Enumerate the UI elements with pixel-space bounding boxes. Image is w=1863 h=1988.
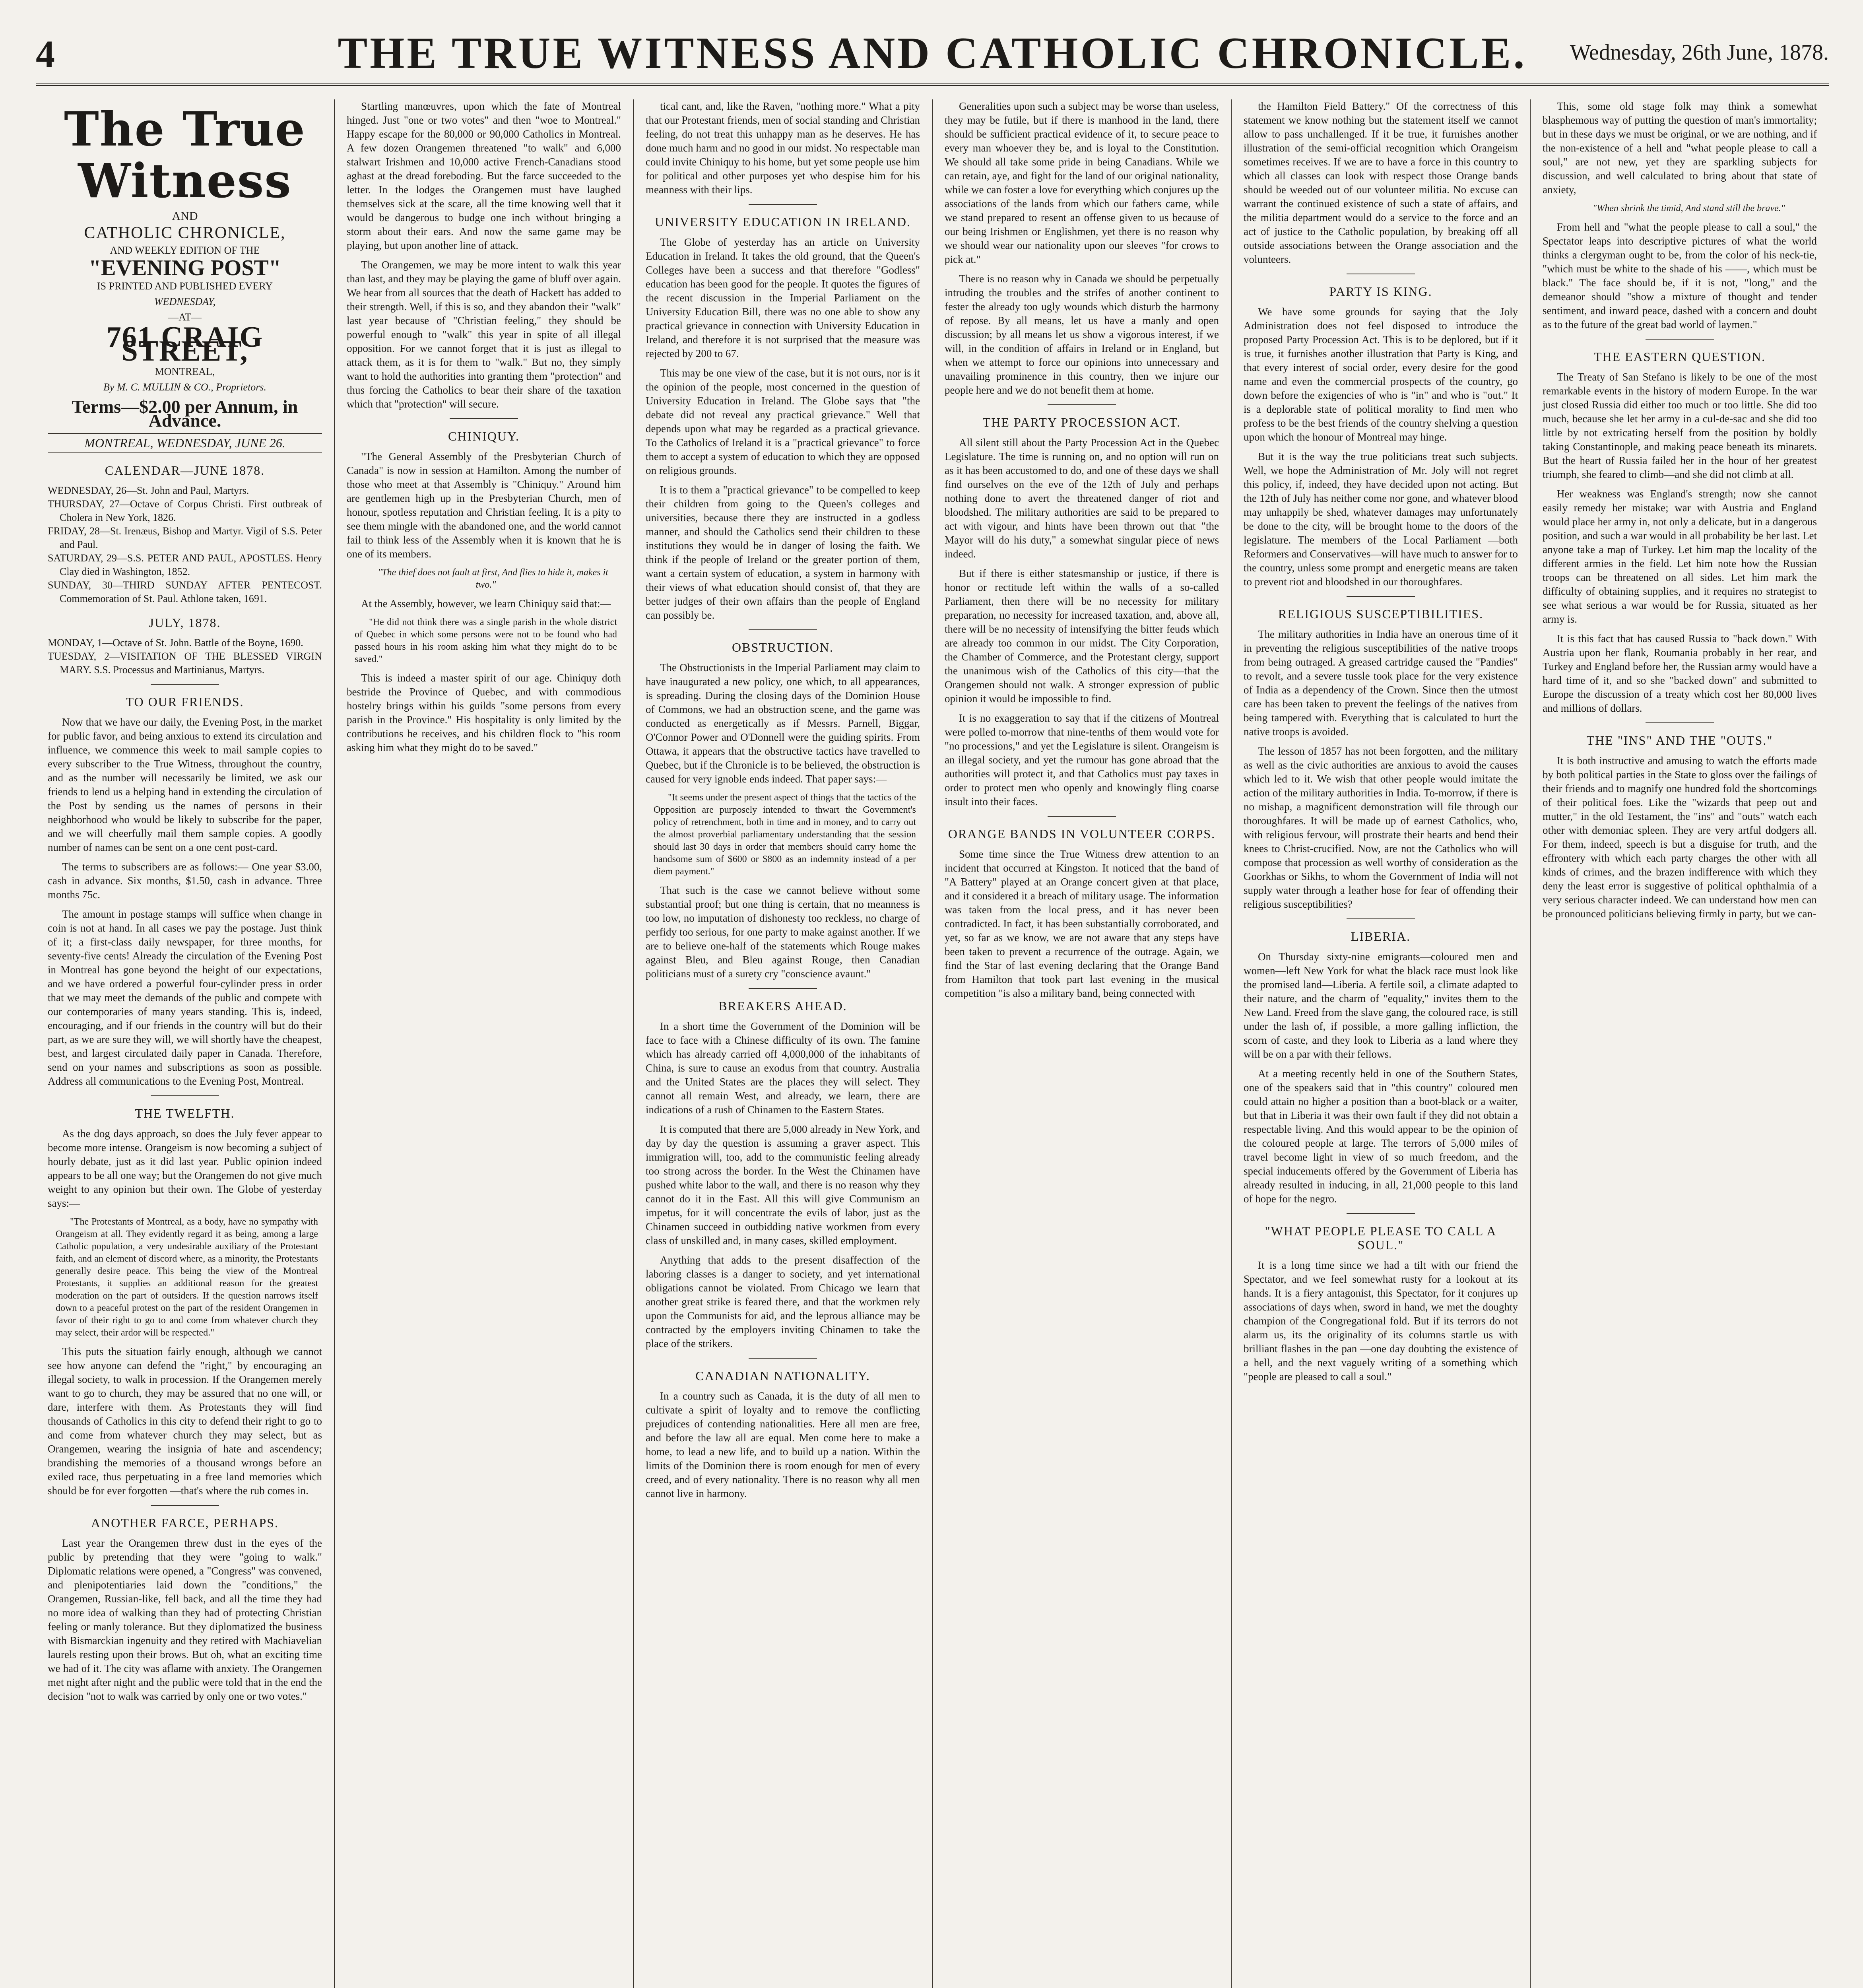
article-paragraph: the Hamilton Field Battery." Of the correctness of this statement we know nothing but the statement itself we cannot allow to pass unchallenged. If it be true, it furnishes another illustration of the semi-official recognition which Orangeism sometimes receives. If we are to have a force in this country to which all classes can look with respect those Orange bands should be weeded out of our volunteer militia. No excuse can warrant the continued existence of such a state of affairs, and the militia department would do a service to the force and an act of justice to the Catholic population, by breaking off all outside associations between the Orange association and the volunteers. — [1244, 100, 1518, 265]
article-verse: "When shrink the timid, And stand still the brave." — [1593, 203, 1785, 214]
article-paragraph: The Obstructionists in the Imperial Parliament may claim to have inaugurated a new policy, one which, to all appearances, is spreading. During the closing days of the Dominion House of Commons, we had an obstruction scene, and the game was conducted as energetically as if Messrs. Parnell, Biggar, O'Connor Power and O'Donnell were the guiding spirits. From Ottawa, it appears that the obstructive tactics have travelled to Quebec, but if the Chronicle is to be believed, the obstruction is caused for very ignoble ends indeed. That paper says:— — [646, 662, 920, 785]
column-5 — [1232, 99, 1531, 1988]
nameplate-subtitle: CATHOLIC CHRONICLE, — [84, 224, 286, 242]
divider — [1048, 816, 1116, 817]
calendar-entry: TUESDAY, 2—VISITATION OF THE BLESSED VIRGIN MARY. S.S. Processus and Martinianus, Martyrs. — [48, 650, 322, 676]
divider — [1347, 918, 1415, 919]
nameplate-title: The True Witness — [64, 101, 306, 208]
divider — [1646, 339, 1714, 340]
divider — [749, 629, 817, 630]
newspaper-page — [36, 24, 1829, 1988]
article-heading: LIBERIA. — [1351, 929, 1411, 944]
article-paragraph: The terms to subscribers are as follows:— One year $3.00, cash in advance. Six months, $1.50, cash in advance. Three months 75c. — [48, 861, 322, 901]
divider — [1646, 722, 1714, 723]
divider — [151, 684, 219, 685]
calendar-entry: MONDAY, 1—Octave of St. John. Battle of the Boyne, 1690. — [48, 637, 303, 648]
divider — [1048, 404, 1116, 405]
article-paragraph: There is no reason why in Canada we should be perpetually intruding the troubles and the strifes of another continent to fester the already too ugly wounds which disturb the harmony of repose. By all means, let us have a manly and open discussion; by all means let us show a vigorous interest, if we will, in the condition of affairs in Ireland or in England, but when we attempt to force our opinions into unnecessary and unavailing prominence in this country, then we injure our people here and we do not benefit them at home. — [945, 273, 1219, 396]
article-heading: "WHAT PEOPLE PLEASE TO CALL A SOUL." — [1265, 1224, 1497, 1252]
nameplate-proprietors: By M. C. MULLIN & CO., Proprietors. — [103, 381, 266, 393]
article-paragraph: The Treaty of San Stefano is likely to be one of the most remarkable events in the history of modern Europe. In the war just closed Russia did either too much or too little. She did too much, because she let her army in a cul-de-sac and she did too little by not extricating herself from the position by boldly taking Constantinople, and making peace beneath its minarets. But the heart of Russia failed her in the hour of her greatest triumph, she feared to climb—and she did not climb at all. — [1543, 371, 1817, 480]
article-paragraph: All silent still about the Party Procession Act in the Quebec Legislature. The time is running on, and no option will run on as it has been accustomed to do, and one of these days we shall find ourselves on the eve of the 12th of July and perhaps nothing done to avert the threatened danger of riot and bloodshed. The military authorities are said to be prepared to act with vigour, and hints have been thrown out that "the Mayor will do his duty," a somewhat singular piece of news indeed. — [945, 437, 1219, 560]
article-paragraph: It is this fact that has caused Russia to "back down." With Austria upon her flank, Roumania probably in her rear, and Turkey and England before her, the Russian army would have a hard time of it, and so she "backed down" and submitted to Europe the discussion of a treaty which cost her 80,000 lives and millions of dollars. — [1543, 633, 1817, 714]
article-paragraph: From hell and "what the people please to call a soul," the Spectator leaps into descriptive pictures of what the world thinks a clergyman ought to be, from the color of his neck-tie, "which must be white to the shade of his ——, which must be black." The face should be, if it is not, "long," and the demeanor should "show a mixture of thought and tender sentiment, and inward peace, dashed with a concern and doubt as to the future of the great bad world of laymen." — [1543, 221, 1817, 330]
article-paragraph: It is computed that there are 5,000 already in New York, and day by day the question is assuming a graver aspect. This immigration will, too, add to the communistic feeling already too strong across the border. In the West the Chinamen have pushed white labor to the wall, and there is no reason why they cannot do it in the East. All this will give Communism an impetus, for it will concentrate the evils of labor, just as the Chinamen succeed in outbidding native workmen from every class of unskilled and, in many cases, skilled employment. — [646, 1123, 920, 1246]
nameplate-terms: Terms—$2.00 per Annum, in Advance. — [72, 396, 298, 431]
article-paragraph: The lesson of 1857 has not been forgotten, and the military as well as the civic authorities are anxious to avoid the causes which led to it. We wish that other people would imitate the action of the military authorities in India. To-morrow, if there is no mishap, a magnificent demonstration will file through our thoroughfares. It will be made up of earnest Catholics, who, with religious fervour, will prostrate their hearts and bend their knees to Christ-crucified. Now, are not the Catholics who will compose that procession as well worthy of consideration as the Goorkhas or Sikhs, to whom the Government of India will not supply water through a leather hose for fear of offending their religious susceptibilities? — [1244, 745, 1518, 910]
article-paragraph: The military authorities in India have an onerous time of it in preventing the religious susceptibilities of the native troops from being outraged. A greased cartridge caused the "Pandies" to revolt, and a severe tussle took place for the very existence of India as a dependency of the Crown. Since then the utmost care has been taken to prevent the feelings of the natives from being tampered with. Everything that is calculated to hurt the native troops is avoided. — [1244, 628, 1518, 738]
calendar-heading: CALENDAR—JUNE 1878. — [105, 463, 265, 478]
article-paragraph: Now that we have our daily, the Evening Post, in the market for public favor, and being anxious to extend its circulation and influence, we commence this week to mail sample copies to every subscriber to the True Witness, throughout the country, and as the number will necessarily be limited, we ask our friends to lend us a helping hand in extending the circulation of the Post by sending us the names of persons in their neighborhood who would be likely to subscribe for the paper, and we will cheerfully mail them sample copies. A goodly number of names can be sent on a one cent post-card. — [48, 716, 322, 853]
nameplate-evening: "EVENING POST" — [89, 256, 281, 280]
article-paragraph: tical cant, and, like the Raven, "nothing more." What a pity that our Protestant friends, men of social standing and Christian feeling, do not treat this unhappy man as he deserves. He has done much harm and no good in our midst. No respectable man could invite Chiniquy to his home, but yet some people use him for political and other purposes yet who despise him for his meanness with their lips. — [646, 100, 920, 196]
article-paragraph: This may be one view of the case, but it is not ours, nor is it the opinion of the people, most concerned in the question of University Education in Ireland. The Globe says that "the debate did not reveal any practical grievance." Well that depends upon what may be regarded as a practical grievance. To the Catholics of Ireland it is a "practical grievance" to force them to accept a system of education to which they are opposed on religious grounds. — [646, 367, 920, 476]
article-heading: BREAKERS AHEAD. — [718, 999, 847, 1013]
article-heading: TO OUR FRIENDS. — [126, 695, 244, 709]
article-paragraph: At the Assembly, however, we learn Chiniquy said that:— — [361, 598, 611, 610]
article-paragraph: This is indeed a master spirit of our age. Chiniquy doth bestride the Province of Quebec, and with commodious hostelry brings within his guilds "some persons from every parish in the Province." His hospitality is only limited by the contributions he receives, and his children flock to "his room asking him what they might do to be saved." — [347, 672, 621, 753]
article-paragraph: Startling manœuvres, upon which the fate of Montreal hinged. Just "one or two votes" and then "woe to Montreal." Happy escape for the 80,000 or 90,000 Catholics in Montreal. A few dozen Orangemen threatened "to walk" and 6,000 stalwart Irishmen and 10,000 active French-Canadians stood aghast at the dread foreboding. But the farce succeeded to the letter. In the lodges the Orangemen must have laughed themselves sick at the scare, all the time knowing well that it would be dangerous to budge one inch without bringing a storm about their ears. And now the same game may be playing, but upon another line of attack. — [347, 100, 621, 251]
article-heading: PARTY IS KING. — [1329, 284, 1432, 299]
paper-title: THE TRUE WITNESS AND CATHOLIC CHRONICLE. — [338, 29, 1527, 78]
article-verse: "The thief does not fault at first, And flies to hide it, makes it two." — [378, 567, 608, 590]
article-paragraph: But if there is either statesmanship or justice, if there is honor or rectitude left within the walls of a so-called Parliament, then there will be no necessity for military preparation, no necessity for increased taxation, and, above all, there will be no necessity of intensifying the bitter feuds which are already too common in our midst. The City Corporation, the Chamber of Commerce, and the Protestant clergy, support the unanimous wish of the Catholics of this city—that the Orangemen should not walk. A stronger expression of public opinion it would be impossible to find. — [945, 567, 1219, 705]
article-heading: CANADIAN NATIONALITY. — [695, 1369, 870, 1383]
divider — [749, 204, 817, 205]
calendar-entry: WEDNESDAY, 26—St. John and Paul, Martyrs. — [48, 485, 249, 496]
article-paragraph: It is no exaggeration to say that if the citizens of Montreal were polled to-morrow that nine-tenths of them would vote for "no processions," and yet the Legislature is silent. Orangeism is an illegal society, and yet the rumour has gone abroad that the authorities will protect it, and that Catholics must pay taxes in order to protect men who openly and knowingly fling coarse insult into their faces. — [945, 712, 1219, 808]
article-quote: "The Protestants of Montreal, as a body, have no sympathy with Orangeism at all. They evidently regard it as being, among a large Catholic population, a very undesirable auxiliary of the Protestant faith, and an element of discord where, as a minority, the Protestants generally desire peace. This being the view of the Montreal Protestants, it supplies an additional reason for the greatest moderation on the part of outsiders. If the question narrows itself down to a peaceful protest on the part of the resident Orangemen in favor of their right to go to and come from whatever church they may select, their ardor will be respected." — [56, 1217, 318, 1338]
divider — [151, 1095, 219, 1096]
article-paragraph: This puts the situation fairly enough, although we cannot see how anyone can defend the "right," by encouraging an illegal society, to walk in procession. If the Orangemen merely want to go to church, they may be assured that no one will, or dare, interfere with them. As Protestants they will find thousands of Catholics in this city to defend their right to go to and come from whatever church they may select, but as Orangemen, wearing the insignia of hate and ascendency; brandishing the memories of a thousand wrongs before an exiled race, thus perpetuating in a free land memories which should be for ever forgotten —that's where the rub comes in. — [48, 1345, 322, 1497]
calendar-june — [48, 484, 322, 606]
calendar-entry: SUNDAY, 30—THIRD SUNDAY AFTER PENTECOST. Commemoration of St. Paul. Athlone taken, 1691. — [48, 579, 322, 604]
nameplate — [48, 103, 322, 453]
column-1 — [36, 99, 335, 1988]
column-6 — [1531, 99, 1829, 1988]
columns — [36, 99, 1829, 1988]
divider — [1347, 1213, 1415, 1214]
article-paragraph: Her weakness was England's strength; now she cannot easily remedy her mistake; war with Austria and England would place her army in, not only a delicate, but in a dangerous position, and such a war would in all probability be her last. Let anyone take a map of Turkey. Let him map the locality of the different armies in the field. Let him note how the Russian troops can be threatened on all sides. Let him mark the difficulty of obtaining supplies, and it requires no strategist to see what serious a war would be for Russia, situated as her army is. — [1543, 488, 1817, 625]
article-heading: OBSTRUCTION. — [732, 640, 834, 654]
divider — [151, 1505, 219, 1506]
article-heading: RELIGIOUS SUSCEPTIBILITIES. — [1278, 607, 1484, 621]
masthead — [36, 24, 1829, 86]
page-number: 4 — [36, 33, 55, 75]
article-heading: THE EASTERN QUESTION. — [1593, 349, 1766, 364]
article-paragraph: The Orangemen, we may be more intent to walk this year than last, and they may be playing the game of bluff over again. We hear from all sources that the death of Hackett has added to their strength. Well, if this is so, and they abandon their "walk" last year because of "Christian feeling," they should be powerful enough to "walk" this year in spite of all illegal opposition. For we cannot forget that it is just as illegal to attack them, as it is for them to "walk." But no, they simply want to hold the authorities into granting them "protection" and thus forcing the Catholics to bear their share of the taxation which that "protection" will secure. — [347, 259, 621, 410]
article-paragraph: "The General Assembly of the Presbyterian Church of Canada" is now in session at Hamilton. Among the number of those who meet at that Assembly is "Chiniquy." Around him are gentlemen high up in the Presbyterian Church, men of honour, spotless reputation and Christian feeling. It is a pity to see them mingle with the abandoned one, and the world cannot fail to think less of the Assembly when it is known that he is one of its members. — [347, 450, 621, 560]
calendar-july-heading: JULY, 1878. — [149, 615, 221, 630]
article-paragraph: On Thursday sixty-nine emigrants—coloured men and women—left New York for what the black race must look like the promised land—Liberia. A fertile soil, a climate adapted to their nature, and the charm of "equality," invites them to the New Land. Freed from the slave gang, the coloured race, is still under the lash of, if possible, a more galling infliction, the scorn of caste, and they look to Liberia as a land where they will be on a par with their fellows. — [1244, 951, 1518, 1060]
article-paragraph: The amount in postage stamps will suffice when change in coin is not at hand. In all cases we pay the postage. Just think of it; a first-class daily newspaper, for three months, for seventy-five cents! Already the circulation of the Evening Post in Montreal has gone beyond the height of our expectations, and we have ordered a powerful four-cylinder press in order that we may meet the demands of the public and compete with our contemporaries of many years standing. This is, indeed, encouraging, and if our friends in the country will but do their part, as we are sure they will, we will shortly have the cheapest, best, and largest circulated daily paper in Canada. Therefore, send on your names and subscriptions as soon as possible. Address all communications to the Evening Post, Montreal. — [48, 908, 322, 1087]
article-paragraph: It is a long time since we had a tilt with our friend the Spectator, and we feel somewhat rusty for a lookout at its hands. It is a fiery antagonist, this Spectator, for it conjures up associations of days when, sword in hand, we met the doughty champion of the Congregational fold. But if its terrors do not alarm us, its the originality of its columns startle us with brilliant flashes in the pan —one day doubting the existence of a hell, and the next vaguely writing of a something which "people are pleased to call a soul." — [1244, 1259, 1518, 1382]
nameplate-printed: IS PRINTED AND PUBLISHED EVERY — [97, 280, 273, 292]
nameplate-address: 761 CRAIG STREET, — [106, 321, 264, 367]
article-paragraph: It is to them a "practical grievance" to be compelled to keep their children from going to the Queen's colleges and universities, because there they are instructed in a godless manner, and should the Catholics send their children to these institutions they would be in danger of losing the faith. We think if the people of Ireland or the greater portion of them, want a certain system of education, a system in harmony with their views of what education should consist of, that they are better judges of their own affairs than the people of England can possibly be. — [646, 484, 920, 621]
article-paragraph: In a short time the Government of the Dominion will be face to face with a Chinese difficulty of its own. The famine which has already carried off 4,000,000 of the inhabitants of China, is sure to cause an exodus from that country. Australia and the United States are the places they will select. They cannot all remain West, and already, we learn, there are indications of a rush of Chinamen to the Eastern States. — [646, 1020, 920, 1116]
nameplate-weekly: AND WEEKLY EDITION OF THE — [110, 245, 260, 256]
nameplate-place-date: MONTREAL, WEDNESDAY, JUNE 26. — [48, 433, 322, 453]
article-paragraph: At a meeting recently held in one of the Southern States, one of the speakers said that in "this country" coloured men could attain no higher a position than a boot-black or a waiter, but that in Liberia it was their own fault if they did not obtain a respectable living. And this would appear to be the opinion of the coloured people at large. The terrors of 5,000 miles of travel become light in view of so much freedom, and the special inducements offered by the Government of Liberia has already resulted in inducing, in all, 21,000 people to this land of hope for the negro. — [1244, 1068, 1518, 1205]
article-heading: UNIVERSITY EDUCATION IN IRELAND. — [654, 215, 911, 229]
column-4 — [933, 99, 1232, 1988]
article-paragraph: This, some old stage folk may think a somewhat blasphemous way of putting the question of man's immortality; but in these days we must be original, or we are nothing, and if the non-existence of a hell and "what people please to call a soul," are not new, yet they are sparkling subjects for discussion, and well calculated to bring about that state of anxiety, — [1543, 100, 1817, 196]
calendar-entry: SATURDAY, 29—S.S. PETER AND PAUL, APOSTLES. Henry Clay died in Washington, 1852. — [48, 552, 322, 577]
article-quote: "He did not think there was a single parish in the whole district of Quebec in which some persons were not to be found who had passed hours in his room asking him what they might do to be saved." — [355, 617, 617, 664]
article-heading: THE TWELFTH. — [135, 1106, 235, 1120]
article-paragraph: Anything that adds to the present disaffection of the laboring classes is a danger to society, and yet international obligations cannot be violated. From Chicago we learn that another great strike is feared there, and that the workmen rely upon the Communists for aid, and the leprous alliance may be contracted by the employers inviting Chinamen to take the place of the strikers. — [646, 1254, 920, 1349]
column-3 — [634, 99, 933, 1988]
nameplate-day: WEDNESDAY, — [154, 296, 216, 307]
divider — [749, 988, 817, 989]
calendar-july — [48, 636, 322, 677]
article-paragraph: That such is the case we cannot believe without some substantial proof; but one thing is certain, that no meanness is too low, no imputation of dishonesty too reckless, no charge of perfidy too serious, for one party to make against another. If we are to believe one-half of the statements which Rouge makes against Bleu, and Bleu against Rouge, then Canadian politicians must of a surety cry "conscience avaunt." — [646, 884, 920, 980]
article-heading: ORANGE BANDS IN VOLUNTEER CORPS. — [948, 827, 1216, 841]
calendar-entry: FRIDAY, 28—St. Irenæus, Bishop and Martyr. Vigil of S.S. Peter and Paul. — [48, 525, 322, 550]
column-2 — [335, 99, 634, 1988]
issue-date: Wednesday, 26th June, 1878. — [1570, 40, 1829, 65]
article-heading: ANOTHER FARCE, PERHAPS. — [91, 1516, 279, 1530]
nameplate-and: AND — [172, 210, 198, 223]
article-paragraph: The Globe of yesterday has an article on University Education in Ireland. It takes the old ground, that the Queen's Colleges have been a success and that therefore "Godless" education has been good for the people. It quotes the figures of the recent discussion in the Imperial Parliament on the University Education Bill, there was no one able to show any practical grievance in connection with University Education in Ireland, and therefore it is not surprised that the measure was rejected by 200 to 67. — [646, 236, 920, 359]
article-paragraph: But it is the way the true politicians treat such subjects. Well, we hope the Administration of Mr. Joly will not regret this policy, if, indeed, they have decided upon not acting. But the 12th of July has neither come nor gone, and whatever blood may unhappily be shed, whatever damages may unfortunately be done to the city, will be brought home to the doors of the legislature. The members of the Local Parliament —both Reformers and Conservatives—will have much to answer for to the country, unless some prompt and energetic means are taken to prevent riot and bloodshed in our thoroughfares. — [1244, 450, 1518, 588]
article-paragraph: Some time since the True Witness drew attention to an incident that occurred at Kingston. It noticed that the band of "A Battery" played at an Orange concert given at that place, and it considered it a breach of military usage. The information was taken from the local press, and it has never been contradicted. In fact, it has been substantially corroborated, and yet, so far as we know, we are not aware that any steps have been taken to prevent a recurrence of the outrage. Again, we find the Star of last evening declaring that the Orange Band from Hamilton that took part last evening in the musical competition "is also a military band, being connected with — [945, 848, 1219, 999]
nameplate-city: MONTREAL, — [155, 366, 215, 377]
divider — [1347, 596, 1415, 597]
divider — [450, 418, 518, 419]
article-heading: THE PARTY PROCESSION ACT. — [982, 415, 1181, 429]
calendar-entry: THURSDAY, 27—Octave of Corpus Christi. First outbreak of Cholera in New York, 1826. — [48, 498, 322, 523]
article-paragraph: As the dog days approach, so does the July fever appear to become more intense. Orangeism is now becoming a subject of hourly debate, just as it did last year. Public opinion indeed appears to be all one way; but the Orangemen do not give much weight to any opinion but their own. The Globe of yesterday says:— — [48, 1128, 322, 1209]
nameplate-at: —AT— — [168, 311, 202, 323]
article-paragraph: It is both instructive and amusing to watch the efforts made by both political parties in the State to gloss over the failings of their friends and to magnify one hundred fold the shortcomings of their political foes. Like the "wizards that peep out and mutter," in the old Testament, the "ins" and "outs" watch each other with demoniac spleen. They are very artful dodgers all. For them, indeed, speech is but a disguise for truth, and the effrontery with which each party charges the other with all kinds of crimes, and the brazen indifference with which they deny the least error is suggestive of political ophthalmia of a very serious character indeed. We can understand how men can be pronounced politicians believing firmly in party, but we can- — [1543, 755, 1817, 920]
article-quote: "It seems under the present aspect of things that the tactics of the Opposition are purposely intended to thwart the Government's policy of retrenchment, both in time and in money, and to carry out the almost proverbial parliamentary understanding that the session should last 30 days in order that members should carry home the handsome sum of $600 or $800 as an indemnity instead of a per diem payment." — [654, 792, 916, 877]
article-paragraph: In a country such as Canada, it is the duty of all men to cultivate a spirit of loyalty and to remove the conflicting prejudices of contending nationalities. Here all men are free, and before the law all are equal. Men come here to make a home, to lead a new life, and to build up a nation. Within the limits of the Dominion there is room enough for men of every creed, and of every nationality. There is no reason why all men cannot live in harmony. — [646, 1390, 920, 1499]
article-paragraph: Last year the Orangemen threw dust in the eyes of the public by pretending that they were "going to walk." Diplomatic relations were opened, a "Congress" was convened, and plenipotentiaries laid down the "conditions," the Orangemen, Russian-like, fell back, and all the time they had no more idea of walking than they had of protecting Christian feeling or manly tolerance. But they diplomatized the business with Bismarckian ingenuity and they retired with Machiavelian laurels resting upon their brows. But oh, what an exciting time we had of it. The city was aflame with anxiety. The Orangemen met night after night and the public were told that in the end the decision "not to walk was carried by only one or two votes." — [48, 1537, 322, 1702]
article-heading: THE "INS" AND THE "OUTS." — [1586, 733, 1773, 747]
article-paragraph: Generalities upon such a subject may be worse than useless, they may be futile, but if there is manhood in the land, there should be sufficient practical evidence of it, to secure peace to every man whoever they be, and is loyal to the Constitution. We should all take some pride in being Canadians. While we can retain, aye, and fight for the land of our original nationality, while we can foster a love for everything which conjures up the associations of the lands from which our fathers came, while we stand prepared to resent an offense given to us because of our being Irishmen or Englishmen, yet there is no reason why we should wear our nationality upon our sleeves "for crows to pick at." — [945, 100, 1219, 265]
divider — [749, 1358, 817, 1359]
article-heading: CHINIQUY. — [448, 429, 520, 443]
article-paragraph: We have some grounds for saying that the Joly Administration does not feel disposed to introduce the proposed Party Procession Act. This is to be deplored, but if it is true, it furnishes another illustration that Party is King, and that every interest of social order, every desire for the good name and even the commercial prospects of the country, go down before the exigencies of who is "in" and who is "out." It is a deplorable state of political morality to find men who profess to be the best friends of the country shelving a question upon which the honour of Montreal may hinge. — [1244, 306, 1518, 443]
